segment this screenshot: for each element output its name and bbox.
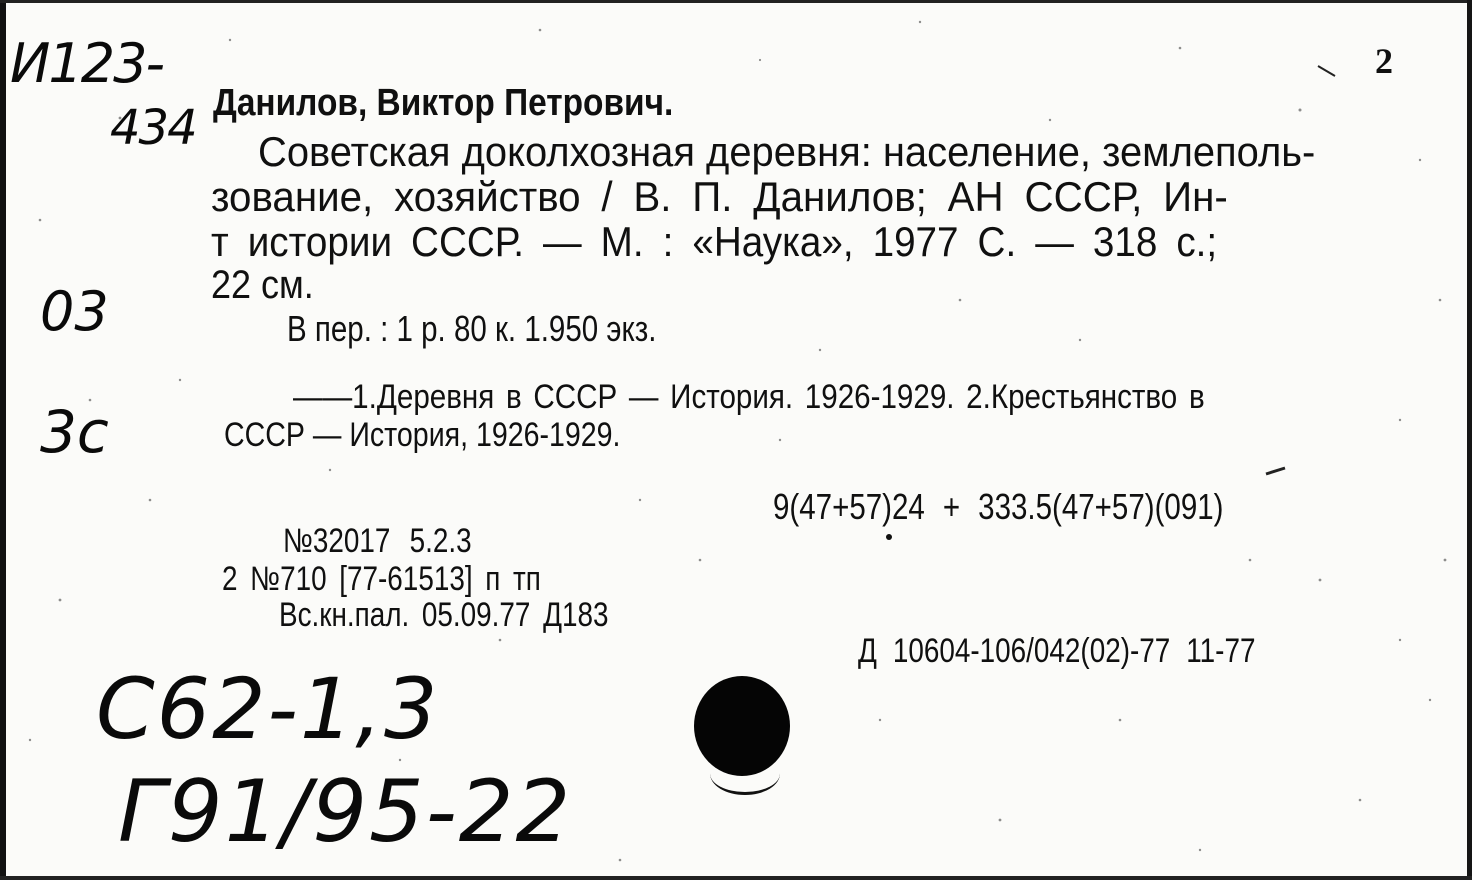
record-number-line-3: Вс.кн.пал. 05.09.77 Д183 — [279, 596, 609, 634]
handwritten-mark-left-2: 3c — [40, 398, 109, 466]
subjects-line-1: ——1.Деревня в СССР — История. 1926-1929. 2.Крестьянство в — [293, 378, 1205, 416]
handwritten-mark-left-1: 03 — [40, 280, 109, 343]
record-number-line-2: 2 №710 [77-61513] п тп — [222, 560, 541, 598]
title-line-1: Советская доколхозная деревня: население, землеполь- — [258, 128, 1316, 175]
subjects-line-2: СССР — История, 1926-1929. — [224, 416, 621, 454]
handwritten-call-mark-2: 434 — [110, 100, 196, 156]
punch-hole-shadow — [710, 752, 780, 795]
title-line-3: т истории СССР. — М. : «Наука», 1977 С. — 318 с.; — [211, 218, 1218, 265]
card-edge-top — [0, 0, 1472, 3]
card-edge-left — [0, 0, 6, 880]
handwritten-shelf-mark-2: Г91/95-22 — [118, 762, 573, 862]
handwritten-shelf-mark-1: С62-1,3 — [96, 660, 440, 758]
page-number: 2 — [1375, 41, 1393, 81]
handwritten-call-mark: И123- — [10, 32, 163, 95]
price-line: В пер. : 1 р. 80 к. 1.950 экз. — [287, 308, 657, 349]
author: Данилов, Виктор Петрович. — [213, 82, 674, 124]
record-number-line-1: №32017 5.2.3 — [283, 522, 472, 560]
card-edge-bottom — [0, 876, 1472, 880]
card-edge-right — [1467, 0, 1472, 880]
publisher-code: Д 10604-106/042(02)-77 11-77 — [858, 632, 1256, 670]
title-line-2: зование, хозяйство / В. П. Данилов; АН СССР, Ин- — [211, 173, 1228, 220]
classification-index: 9(47+57)24 + 333.5(47+57)(091) — [773, 486, 1224, 527]
title-line-4: 22 см. — [211, 263, 314, 307]
